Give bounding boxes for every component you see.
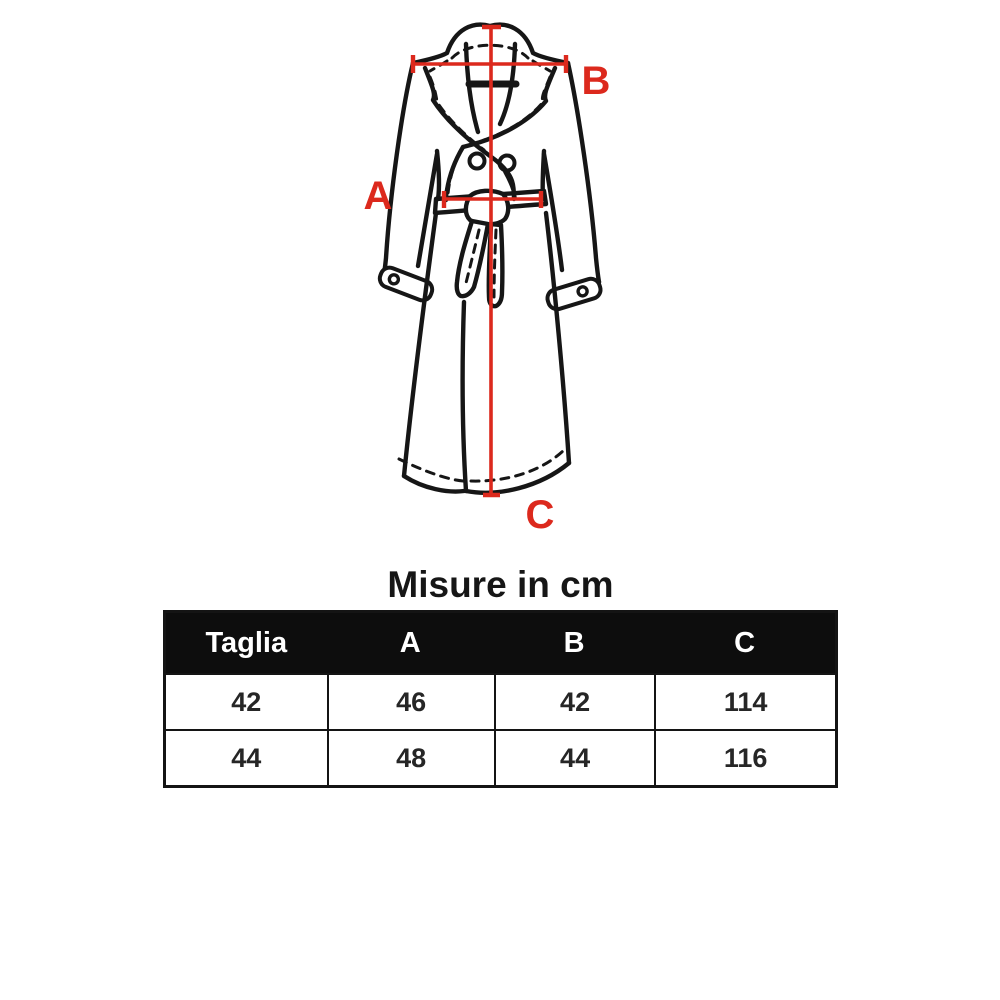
size-chart-title: Misure in cm bbox=[387, 564, 614, 605]
front-opening-line bbox=[463, 302, 466, 491]
coat-measurement-diagram bbox=[330, 0, 680, 560]
table-cell: 48 bbox=[327, 731, 494, 785]
header-cell-a: A bbox=[399, 626, 421, 659]
left-lapel-stitch bbox=[430, 77, 484, 150]
hem-left bbox=[404, 476, 464, 491]
table-cell: 46 bbox=[327, 675, 494, 729]
measure-label-c: C bbox=[525, 493, 555, 537]
header-cell-taglia: Taglia bbox=[205, 626, 288, 659]
measure-label-b: B bbox=[581, 59, 611, 103]
header-cell-b: B bbox=[563, 626, 585, 659]
table-cell: 116 bbox=[654, 731, 835, 785]
size-table bbox=[163, 610, 838, 788]
table-cell: 44 bbox=[231, 742, 262, 773]
table-cell: 44 bbox=[494, 731, 655, 785]
left-sleeve-outline bbox=[383, 63, 413, 279]
table-row bbox=[166, 729, 835, 785]
size-table-header-row bbox=[166, 613, 835, 673]
table-cell: 42 bbox=[494, 675, 655, 729]
left-body-seam bbox=[437, 151, 439, 199]
header-cell-c: C bbox=[734, 626, 756, 659]
right-lapel-fold bbox=[463, 68, 555, 147]
coat-illustration bbox=[330, 0, 680, 560]
coat-button-left bbox=[470, 154, 485, 169]
table-cell: 114 bbox=[654, 675, 835, 729]
neckline-left bbox=[466, 44, 478, 132]
table-row bbox=[166, 673, 835, 729]
hem-right bbox=[466, 463, 569, 493]
table-cell: 42 bbox=[231, 686, 262, 717]
measure-label-a: A bbox=[363, 174, 393, 218]
